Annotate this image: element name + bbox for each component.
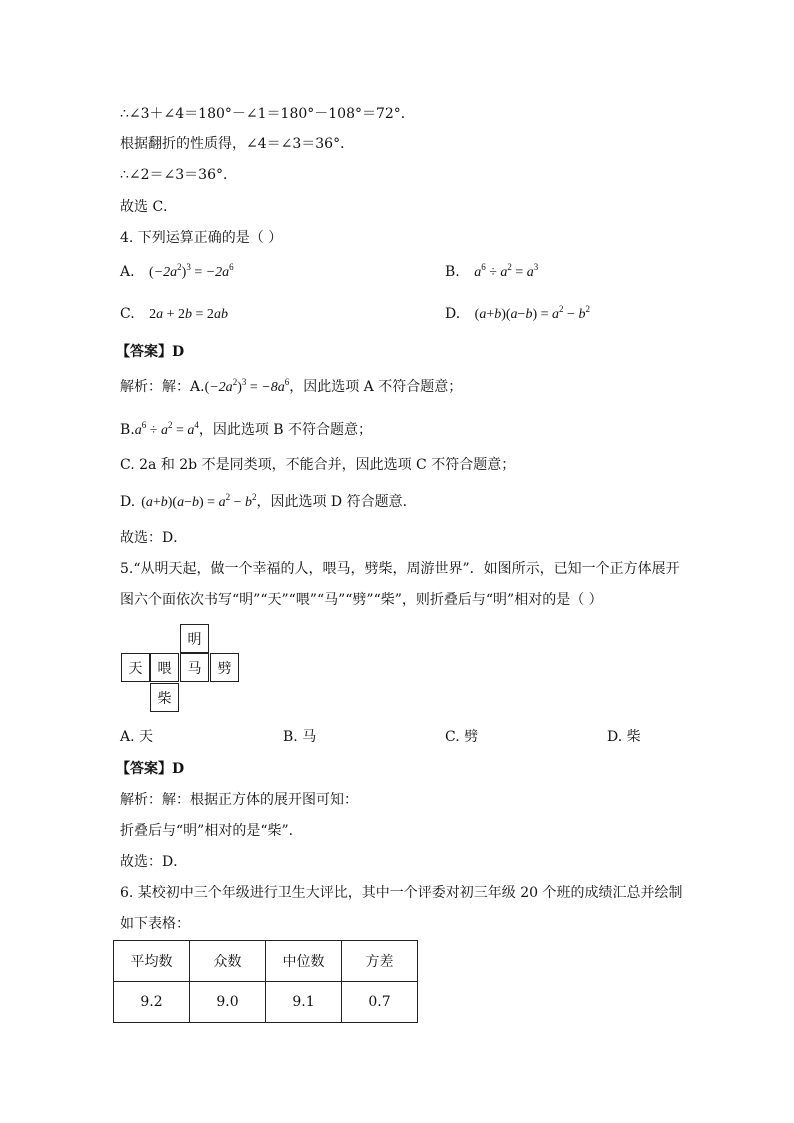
q4-option-a	[120, 262, 234, 283]
q4-analysis-b	[120, 420, 372, 441]
q5-conclusion: 故选：D．	[120, 854, 188, 870]
q5-answer: 【答案】D	[116, 761, 185, 777]
cube-net-face-1: 天	[121, 653, 150, 682]
stats-table-value-row	[114, 982, 418, 1023]
cube-net-face-3: 马	[180, 653, 209, 682]
q4-analysis-d-prefix: D.	[120, 494, 136, 510]
q4-option-d-label: D.	[445, 306, 461, 322]
stats-value-mode: 9.0	[190, 982, 266, 1023]
q4-option-c-label: C.	[120, 306, 135, 322]
solution-line-1: ∴∠3＋∠4＝180°－∠1＝180°－108°＝72°．	[120, 106, 415, 122]
q5-stem-line-1: 5.“从明天起，做一个幸福的人，喂马，劈柴，周游世界”．如图所示，已知一个正方体展开	[120, 561, 680, 577]
q4-option-a-label: A.	[120, 264, 135, 280]
stats-header-mean: 平均数	[114, 941, 190, 982]
q4-analysis-c: C. 2a 和 2b 不是同类项，不能合并，因此选项 C 不符合题意；	[120, 457, 516, 473]
stats-value-median: 9.1	[266, 982, 342, 1023]
q4-analysis-a-formula: $(-2a^2)^3 = -8a^6$	[204, 377, 290, 395]
q5-stem-line-2: 图六个面依次书写“明”“天”“喂”“马”“劈”“柴”，则折叠后与“明”相对的是（ ）	[120, 592, 603, 608]
stats-header-mode: 众数	[190, 941, 266, 982]
stats-value-variance: 0.7	[342, 982, 418, 1023]
q4-option-c-formula: 2a + 2b = 2ab	[149, 307, 228, 322]
q6-stem-line-2: 如下表格：	[120, 916, 190, 932]
q4-option-c	[120, 304, 228, 325]
stats-header-median: 中位数	[266, 941, 342, 982]
q5-option-d: D. 柴	[607, 729, 641, 745]
q4-analysis-d-formula: $(a+b)(a-b) = a^2 - b^2$	[141, 492, 257, 510]
q4-option-b	[445, 262, 538, 283]
q4-stem: 4. 下列运算正确的是（ ）	[120, 230, 283, 246]
stats-header-variance: 方差	[342, 941, 418, 982]
q5-option-a: A. 天	[120, 729, 154, 745]
q4-analysis-d	[120, 492, 417, 513]
q5-option-b: B. 马	[283, 729, 317, 745]
solution-line-2	[120, 134, 354, 154]
q4-analysis-b-prefix: B.	[120, 422, 135, 438]
q4-option-b-label: B.	[445, 264, 460, 280]
q4-analysis-d-tail: ，因此选项 D 符合题意．	[256, 494, 417, 510]
solution-line-2-text: 根据翻折的性质得，	[120, 136, 246, 152]
q4-option-b-formula: $a^6 \div a^2 = a^3$	[474, 262, 539, 280]
q4-analysis-a-tail: ，因此选项 A 不符合题意；	[289, 379, 463, 395]
q5-analysis-2: 折叠后与“明”相对的是“柴”．	[120, 823, 303, 839]
q4-analysis-prefix: 解析：解：A.	[120, 379, 205, 395]
solution-conclusion: 故选 C．	[120, 199, 178, 215]
q4-conclusion: 故选：D．	[120, 530, 188, 546]
stats-table	[113, 940, 418, 1023]
q4-answer: 【答案】D	[116, 344, 185, 360]
q4-analysis-a	[120, 377, 462, 398]
q4-analysis-b-formula: $a^6 \div a^2 = a^4$	[134, 420, 199, 438]
q4-option-d-formula: $(a+b)(a-b) = a^2 - b^2$	[474, 304, 590, 322]
cube-net-face-4: 劈	[210, 653, 239, 682]
q4-option-d	[445, 304, 590, 325]
cube-net-face-top: 明	[180, 624, 209, 653]
q4-option-a-formula: $(-2a^2)^3 = -2a^6$	[149, 262, 234, 280]
cube-net-face-bottom: 柴	[150, 683, 179, 712]
solution-line-2-math: ∠4＝∠3＝36°．	[246, 136, 355, 152]
q5-analysis-1: 解析：解：根据正方体的展开图可知：	[120, 792, 358, 808]
cube-net-face-2: 喂	[150, 653, 179, 682]
q5-option-c: C. 劈	[445, 729, 479, 745]
stats-table-header-row	[114, 941, 418, 982]
stats-value-mean: 9.2	[114, 982, 190, 1023]
solution-line-3: ∴∠2＝∠3＝36°．	[120, 167, 237, 183]
q6-stem-line-1: 6. 某校初中三个年级进行卫生大评比，其中一个评委对初三年级 20 个班的成绩汇总并绘制	[120, 885, 683, 901]
q4-analysis-b-tail: ，因此选项 B 不符合题意；	[198, 422, 373, 438]
